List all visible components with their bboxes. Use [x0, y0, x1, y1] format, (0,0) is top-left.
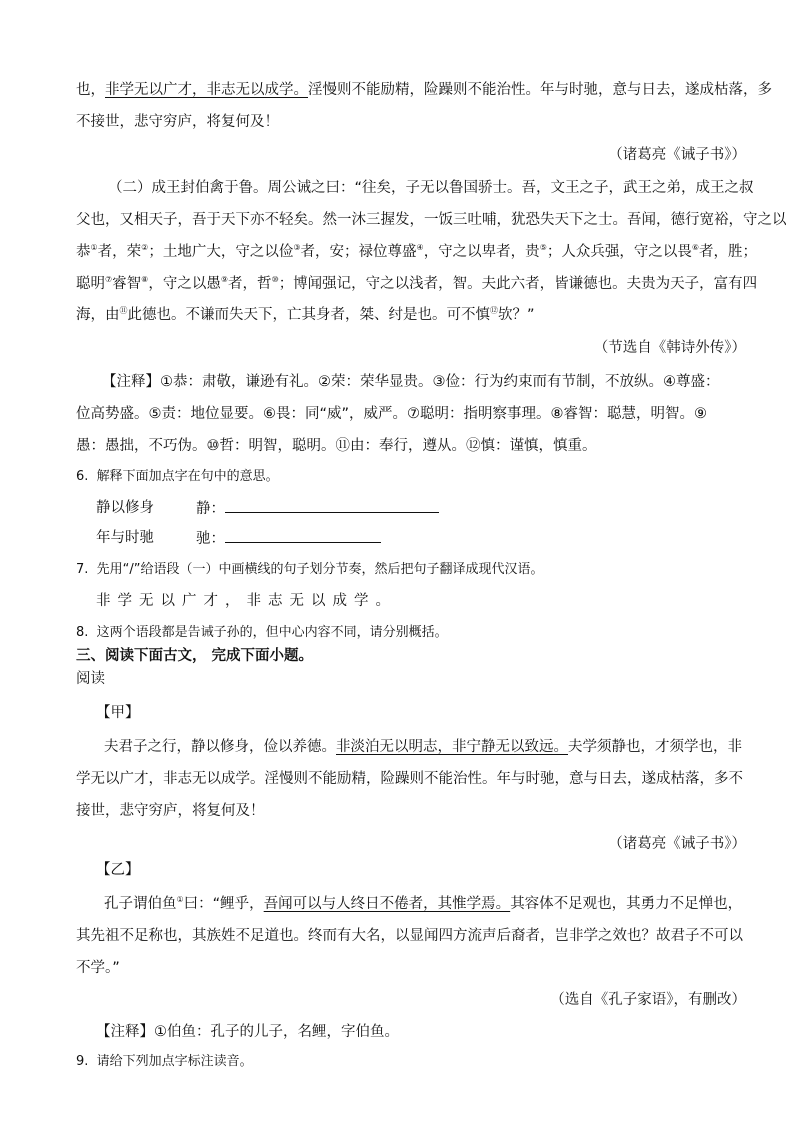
underlined-sentence: 非学无以广才，非志无以成学。: [105, 82, 308, 98]
text: 孔子谓伯鱼: [104, 896, 177, 912]
text: ，守之以愚: [148, 276, 221, 292]
answer-blank[interactable]: [225, 498, 439, 513]
q6-item1-phrase: 静以修身: [96, 500, 154, 516]
note-marker: ①: [176, 895, 184, 905]
text: 驰：: [196, 531, 225, 547]
jia-label: 【甲】: [96, 705, 140, 721]
answer-blank[interactable]: [225, 528, 381, 543]
text: 也，: [76, 82, 105, 98]
passage2-line3: [76, 242, 757, 262]
passage1-source: （诸葛亮《诫子书》）: [608, 147, 746, 163]
section3-heading: 三、阅读下面古文， 完成下面小题。: [76, 648, 314, 664]
jia-line1: [104, 737, 742, 757]
text: 静：: [196, 501, 225, 517]
text: 淫慢则不能励精，险躁则不能治性。年与时驰，意与日去，遂成枯落，多: [308, 82, 772, 98]
text: 睿智: [112, 276, 142, 292]
text: 此德也。不谦而失天下，亡其身者，桀、纣是也。可不慎: [127, 307, 490, 323]
yi-source: （选自《孔子家语》，有删改）: [550, 992, 746, 1008]
yi-line2: 其先祖不足称也，其族姓不足道也。终而有大名，以显闻四方流声后裔者，岂非学之效也？故君子不可以: [76, 928, 743, 944]
q6-item1-answer: [196, 498, 439, 519]
question-number: 6.: [76, 469, 89, 484]
note-marker: ⑤: [539, 243, 547, 253]
text: 海，由: [76, 307, 120, 323]
text: 欤？”: [498, 307, 535, 323]
q7-sentence: 非学无以广才，非志无以成学。: [96, 593, 397, 609]
yi-note: 【注释】①伯鱼：孔子的儿子，名鲤，字伯鱼。: [96, 1024, 399, 1040]
read-label: 阅读: [76, 671, 105, 687]
question-8: [76, 623, 448, 643]
text: 者，哲: [228, 276, 272, 292]
text: ；土地广大，守之以俭: [148, 244, 294, 260]
passage2-line4: [76, 274, 757, 294]
notes1-line3: 愚：愚拙，不巧伪。⑩哲：明智，聪明。⑪由：奉行，遵从。⑫慎：谨慎，慎重。: [76, 438, 597, 454]
note-marker: ④: [416, 243, 424, 253]
question-number: 7.: [76, 562, 89, 577]
underlined-sentence: 吾闻可以与人终日不倦者，其惟学焉。: [263, 896, 511, 912]
note-marker: ⑪: [119, 306, 128, 316]
notes1-line2: 位高势盛。⑤责：地位显要。⑥畏：同“威”，威严。⑦聪明：指明察事理。⑧睿智：聪慧，明智。⑨: [76, 406, 708, 422]
question-text: 这两个语段都是告诫子孙的，但中心内容不同，请分别概括。: [96, 625, 448, 640]
passage2-line5: [76, 305, 535, 325]
yi-label: 【乙】: [96, 862, 140, 878]
question-7: [76, 560, 544, 580]
underlined-sentence: 非淡泊无以明志，非宁静无以致远。: [336, 739, 568, 755]
jia-source: （诸葛亮《诫子书》）: [608, 836, 746, 852]
note-marker: ⑩: [271, 275, 279, 285]
question-number: 9.: [76, 1054, 89, 1069]
note-marker: ⑧: [141, 275, 149, 285]
passage1-line2: 不接世，悲守穷庐，将复何及！: [76, 114, 279, 130]
jia-line3: 接世，悲守穷庐，将复何及！: [76, 803, 265, 819]
note-marker: ⑥: [691, 243, 700, 253]
question-9: [76, 1052, 253, 1072]
note-marker: ③: [293, 243, 301, 253]
text: 夫学须静也，才须学也，非: [568, 739, 742, 755]
text: ；人众兵强，守之以畏: [546, 244, 692, 260]
q6-item2-answer: [196, 528, 381, 549]
text: 者，胜；: [699, 244, 758, 260]
text: 其容体不足观也，其勇力不足惮也，: [510, 896, 743, 912]
note-marker: ②: [141, 243, 149, 253]
yi-line3: 不学。”: [76, 960, 120, 976]
question-text: 先用“/”给语段（一）中画横线的句子划分节奏，然后把句子翻译成现代汉语。: [96, 562, 544, 577]
text: 曰：“鲤乎，: [183, 896, 264, 912]
text: 者，安；禄位尊盛: [300, 244, 417, 260]
text: 聪明: [76, 276, 105, 292]
question-6: [76, 467, 279, 487]
passage2-line1: （二）成王封伯禽于鲁。周公诫之曰：“往矣，子无以鲁国骄士。吾，文王之子，武王之弟，成王之叔: [108, 180, 754, 196]
note-marker: ①: [90, 243, 98, 253]
text: 夫君子之行，静以修身，俭以养德。: [104, 739, 336, 755]
q6-item2-phrase: 年与时驰: [96, 530, 154, 546]
question-text: 请给下列加点字标注读音。: [96, 1054, 253, 1069]
text: 者，荣: [97, 244, 142, 260]
passage2-line2: 父也，又相天子，吾于天下亦不轻矣。然一沐三握发，一饭三吐哺，犹恐失天下之士。吾闻，德行宽裕，守之以: [76, 212, 787, 228]
note-marker: ⑨: [220, 275, 229, 285]
question-text: 解释下面加点字在句中的意思。: [96, 469, 279, 484]
text: ，守之以卑者，贵: [423, 244, 540, 260]
text: 恭: [76, 244, 91, 260]
text: ；博闻强记，守之以浅者，智。夫此六者，皆谦德也。夫贵为天子，富有四: [278, 276, 758, 292]
note-marker: ⑦: [105, 275, 113, 285]
yi-line1: [104, 894, 742, 914]
note-marker: ⑫: [490, 306, 498, 316]
passage1-line1: [76, 80, 772, 100]
notes1-line1: 【注释】①恭：肃敬，谦逊有礼。②荣：荣华显贵。③俭：行为约束而有节制，不放纵。④尊盛：: [102, 374, 720, 390]
passage2-source: （节选自《韩诗外传》）: [593, 340, 746, 356]
question-number: 8.: [76, 625, 89, 640]
jia-line2: 学无以广才，非志无以成学。淫慢则不能励精，险躁则不能治性。年与时驰，意与日去，遂成枯落，多不: [76, 771, 743, 787]
